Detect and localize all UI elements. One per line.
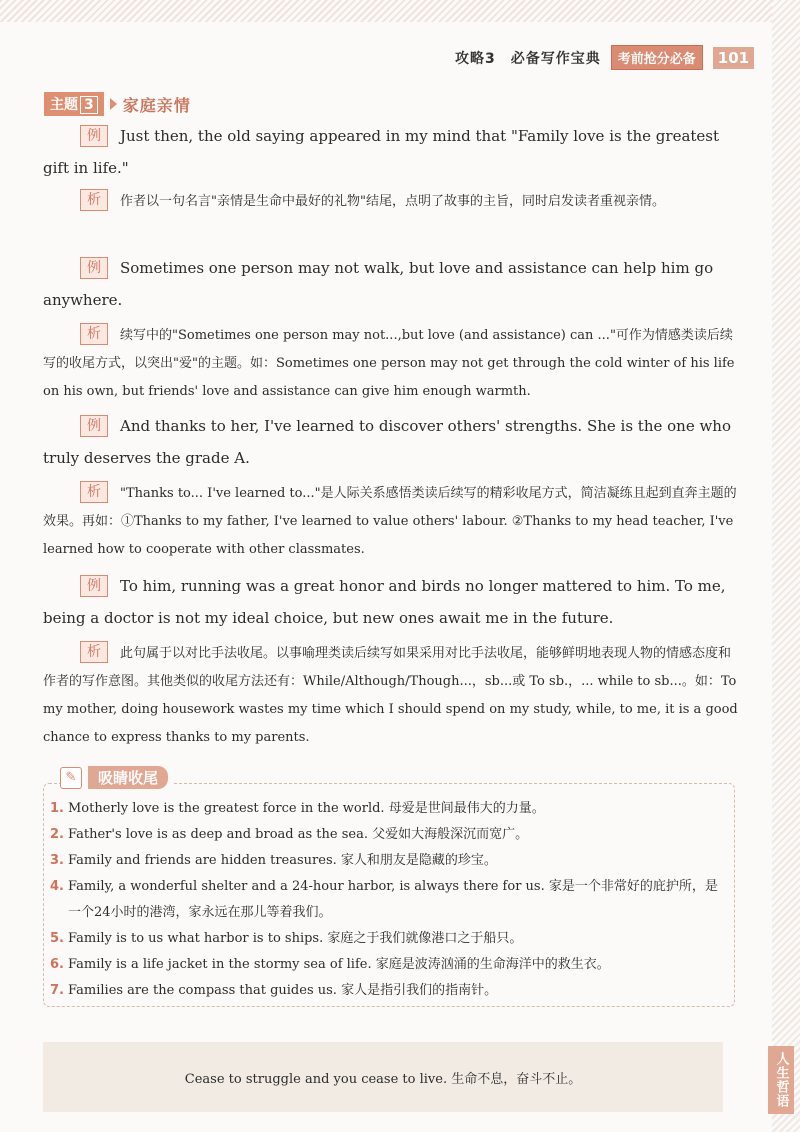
item-text: Father's love is as deep and broad as the sea. 父爱如大海般深沉而宽广。 [68, 827, 529, 842]
list-item [50, 978, 730, 1004]
analysis-text: 此句属于以对比手法收尾。以事喻理类读后续写如果采用对比手法收尾，能够鲜明地表现人物的情感态度和作者的写作意图。其他类似的收尾方法还有：While/Although/Though...，sb...或 To sb.，... while to sb...。如：To my mother, doing housework wastes my time which I should spend on my study, while, to me, it is a good chance to express thanks to my parents. [43, 646, 738, 745]
item-text: Family and friends are hidden treasures. 家人和朋友是隐藏的珍宝。 [68, 853, 497, 868]
analysis-text: 作者以一句名言"亲情是生命中最好的礼物"结尾，点明了故事的主旨，同时启发读者重视亲情。 [120, 194, 665, 209]
top-hatch-border [0, 0, 800, 22]
analysis-text: "Thanks to... I've learned to..."是人际关系感悟类读后续写的精彩收尾方式，简洁凝练且起到直奔主题的效果。再如：①Thanks to my father, I've learned to value others' labour. ②Thanks to my head teacher, I've learned how to cooperate with other classmates. [43, 486, 737, 557]
topic-tag [44, 92, 104, 116]
box-title [60, 766, 172, 789]
example-block [43, 120, 738, 184]
example-tag: 例 [80, 125, 108, 147]
item-number: 4. [50, 879, 64, 894]
example-tag: 例 [80, 575, 108, 597]
analysis-text: 续写中的"Sometimes one person may not...,but love (and assistance) can ..."可作为情感类读后续写的收尾方式，以突出"爱"的主题。如：Sometimes one person may not get through the cold winter of his life on his own, but friends' love and assistance can give him enough warmth. [43, 328, 735, 399]
example-text: Sometimes one person may not walk, but love and assistance can help him go anywhere. [43, 259, 714, 309]
topic-label: 主题 [50, 97, 78, 113]
header-badge: 考前抢分必备 [611, 45, 703, 70]
box-title-label: 吸睛收尾 [88, 766, 168, 789]
item-number: 2. [50, 827, 64, 842]
arrow-right-icon [110, 98, 117, 110]
item-number: 3. [50, 853, 64, 868]
example-text: And thanks to her, I've learned to discover others' strengths. She is the one who truly deserves the grade A. [43, 417, 732, 467]
section-title: 攻略3 必备写作宝典 [455, 50, 601, 67]
list-item [50, 848, 730, 874]
item-number: 6. [50, 957, 64, 972]
item-text: Family is a life jacket in the stormy sea of life. 家庭是波涛汹涌的生命海洋中的救生衣。 [68, 957, 610, 972]
right-hatch-border [772, 0, 800, 1132]
analysis-block [43, 480, 738, 564]
analysis-block [43, 322, 738, 406]
item-text: Family, a wonderful shelter and a 24-hour harbor, is always there for us. 家是一个非常好的庇护所，是一个24小时的港湾，家永远在那儿等着我们。 [68, 879, 718, 920]
analysis-block [43, 188, 738, 216]
topic-number: 3 [80, 96, 98, 114]
analysis-block [43, 640, 738, 752]
pencil-icon: ✎ [60, 767, 82, 789]
item-number: 7. [50, 983, 64, 998]
example-text: To him, running was a great honor and birds no longer mattered to him. To me, being a doctor is not my ideal choice, but new ones await me in the future. [43, 577, 726, 627]
analysis-tag: 析 [80, 189, 108, 211]
list-item [50, 796, 730, 822]
item-text: Family is to us what harbor is to ships. 家庭之于我们就像港口之于船只。 [68, 931, 523, 946]
example-block [43, 410, 738, 474]
topic-heading [44, 92, 191, 116]
ending-sentences-list [50, 796, 730, 1004]
page-header [455, 45, 754, 70]
analysis-tag: 析 [80, 481, 108, 503]
list-item [50, 926, 730, 952]
item-text: Families are the compass that guides us. 家人是指引我们的指南针。 [68, 983, 498, 998]
footer-quote-bar [43, 1042, 723, 1112]
page-number: 101 [713, 47, 754, 69]
item-number: 5. [50, 931, 64, 946]
example-tag: 例 [80, 257, 108, 279]
side-label: 人生哲语 [768, 1046, 794, 1114]
analysis-tag: 析 [80, 323, 108, 345]
analysis-tag: 析 [80, 641, 108, 663]
example-tag: 例 [80, 415, 108, 437]
example-text: Just then, the old saying appeared in my mind that "Family love is the greatest gift in life." [43, 127, 720, 177]
example-block [43, 570, 738, 634]
topic-title: 家庭亲情 [122, 95, 191, 115]
item-text: Motherly love is the greatest force in the world. 母爱是世间最伟大的力量。 [68, 801, 545, 816]
example-block [43, 252, 738, 316]
list-item [50, 822, 730, 848]
list-item [50, 952, 730, 978]
footer-quote: Cease to struggle and you cease to live. 生命不息，奋斗不止。 [184, 1071, 582, 1087]
item-number: 1. [50, 801, 64, 816]
list-item [50, 874, 730, 926]
